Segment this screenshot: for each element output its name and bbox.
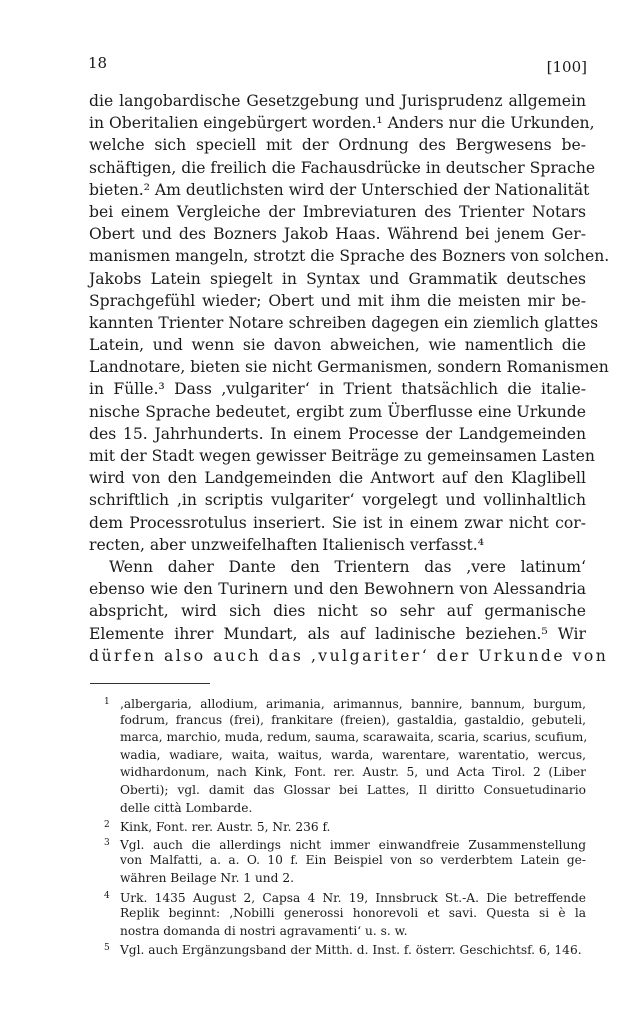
- text-line: Latein, und wenn sie davon abweichen, wie namentlich die: [89, 336, 586, 355]
- text-line: Jakobs Latein spiegelt in Syntax und Grammatik deutsches: [89, 269, 586, 288]
- text-line: bei einem Vergleiche der Imbreviaturen des Trienter Notars: [89, 202, 586, 221]
- text-line: nische Sprache bedeutet, ergibt zum Überflusse eine Urkunde: [89, 402, 586, 421]
- footnote-text: währen Beilage Nr. 1 und 2.: [120, 870, 294, 885]
- footnote-line: [104, 729, 586, 747]
- text-line: schäftigen, die freilich die Fachausdrücke in deutscher Sprache: [89, 158, 596, 177]
- text-line: Obert und des Bozners Jakob Haas. Während bei jenem Ger-: [89, 225, 586, 244]
- footnote-text: marca, marchio, muda, redum, sauma, scarawaita, scaria, scarius, scufium,: [120, 730, 588, 745]
- footnote-divider: [90, 683, 210, 684]
- running-header: [88, 54, 587, 78]
- footnote-text: Oberti); vgl. damit das Glossar bei Lattes, Il diritto Consuetudinario: [120, 782, 586, 797]
- footnote-text: von Malfatti, a. a. O. 10 f. Ein Beispiel von so verderbtem Latein ge-: [120, 853, 586, 868]
- footnote-line: [104, 852, 586, 870]
- footnote-line: [104, 940, 586, 958]
- footnote-marker: 3: [104, 837, 110, 848]
- footnote-line: [104, 817, 586, 835]
- footnote-text: Replik beginnt: ‚Nobilli generossi honorevoli et savi. Questa si è la: [120, 906, 586, 921]
- footnote-line: [104, 923, 586, 941]
- text-line: abspricht, wird sich dies nicht so sehr auf germanische: [89, 602, 586, 621]
- footnote-marker: 2: [104, 820, 110, 831]
- footnote-text: Urk. 1435 August 2, Capsa 4 Nr. 19, Innsbruck St.-A. Die betreffende: [120, 890, 586, 905]
- text-line: recten, aber unzweifelhaften Italienisch verfasst.⁴: [89, 535, 484, 554]
- text-line: wird von den Landgemeinden die Antwort auf den Klaglibell: [89, 469, 586, 488]
- footnote-line: [104, 888, 586, 906]
- footnote-line: [104, 747, 586, 765]
- footnote-line: [104, 782, 586, 800]
- text-line: schriftlich ‚in scriptis vulgariter‘ vorgelegt und vollinhaltlich: [89, 491, 586, 510]
- text-line: Wenn daher Dante den Trientern das ‚vere latinum‘: [109, 557, 586, 576]
- footnote-line: [104, 800, 586, 818]
- text-line: dem Processrotulus inseriert. Sie ist in einem zwar nicht cor-: [89, 513, 586, 532]
- text-line: in Fülle.³ Dass ‚vulgariter‘ in Trient thatsächlich die italie-: [89, 380, 586, 399]
- footnote-line: [104, 905, 586, 923]
- footnote-line: [104, 712, 586, 730]
- footnote-text: widhardonum, nach Kink, Font. rer. Austr. 5, und Acta Tirol. 2 (Liber: [120, 765, 586, 780]
- footnote-text: nostra domanda di nostri agravamenti‘ u. s. w.: [120, 923, 408, 938]
- text-line: in Oberitalien eingebürgert worden.¹ Anders nur die Urkunden,: [89, 114, 595, 133]
- footnotes: [104, 694, 586, 958]
- footnote-text: delle città Lombarde.: [120, 800, 253, 815]
- text-line: ebenso wie den Turinern und den Bewohnern von Alessandria: [89, 580, 586, 599]
- text-line: bieten.² Am deutlichsten wird der Unterschied der Nationalität: [89, 180, 590, 199]
- footnote-line: [104, 835, 586, 853]
- footnote-line: [104, 694, 586, 712]
- footnote-marker: 4: [104, 890, 110, 901]
- text-line: mit der Stadt wegen gewisser Beiträge zu gemeinsamen Lasten: [89, 447, 595, 465]
- text-line: manismen mangeln, strotzt die Sprache des Bozners von solchen.: [89, 247, 610, 266]
- footnote-text: wadia, wadiare, waita, waitus, warda, warentare, warentatio, wercus,: [120, 747, 586, 762]
- text-line: dürfen also auch das ‚vulgariter‘ der Urkunde von: [89, 646, 609, 665]
- footnote-text: Vgl. auch Ergänzungsband der Mitth. d. Inst. f. österr. Geschichtsf. 6, 146.: [120, 943, 582, 958]
- footnote-line: [104, 764, 586, 782]
- footnote-text: ‚albergaria, allodium, arimania, arimannus, bannire, bannum, burgum,: [120, 697, 586, 711]
- main-text: [89, 90, 610, 667]
- text-line: des 15. Jahrhunderts. In einem Processe der Landgemeinden: [89, 424, 586, 443]
- page-number: 18: [88, 54, 108, 72]
- text-line: welche sich speciell mit der Ordnung des Bergwesens be-: [89, 136, 586, 155]
- text-line: kannten Trienter Notare schreiben dagegen ein ziemlich glattes: [89, 313, 599, 332]
- text-line: die langobardische Gesetzgebung und Jurisprudenz allgemein: [89, 92, 586, 110]
- footnote-marker: 1: [104, 697, 110, 707]
- text-line: Sprachgefühl wieder; Obert und mit ihm die meisten mir be-: [89, 291, 586, 310]
- footnote-text: fodrum, francus (frei), frankitare (freien), gastaldia, gastaldio, gebuteli,: [120, 712, 586, 727]
- section-number: [100]: [546, 58, 587, 76]
- footnote-marker: 5: [104, 943, 110, 954]
- footnote-text: Vgl. auch die allerdings nicht immer einwandfreie Zusammenstellung: [120, 837, 586, 852]
- footnote-text: Kink, Font. rer. Austr. 5, Nr. 236 f.: [120, 820, 331, 835]
- footnote-line: [104, 870, 586, 888]
- text-line: Landnotare, bieten sie nicht Germanismen, sondern Romanismen: [89, 358, 609, 377]
- text-line: Elemente ihrer Mundart, als auf ladinische beziehen.⁵ Wir: [89, 624, 586, 643]
